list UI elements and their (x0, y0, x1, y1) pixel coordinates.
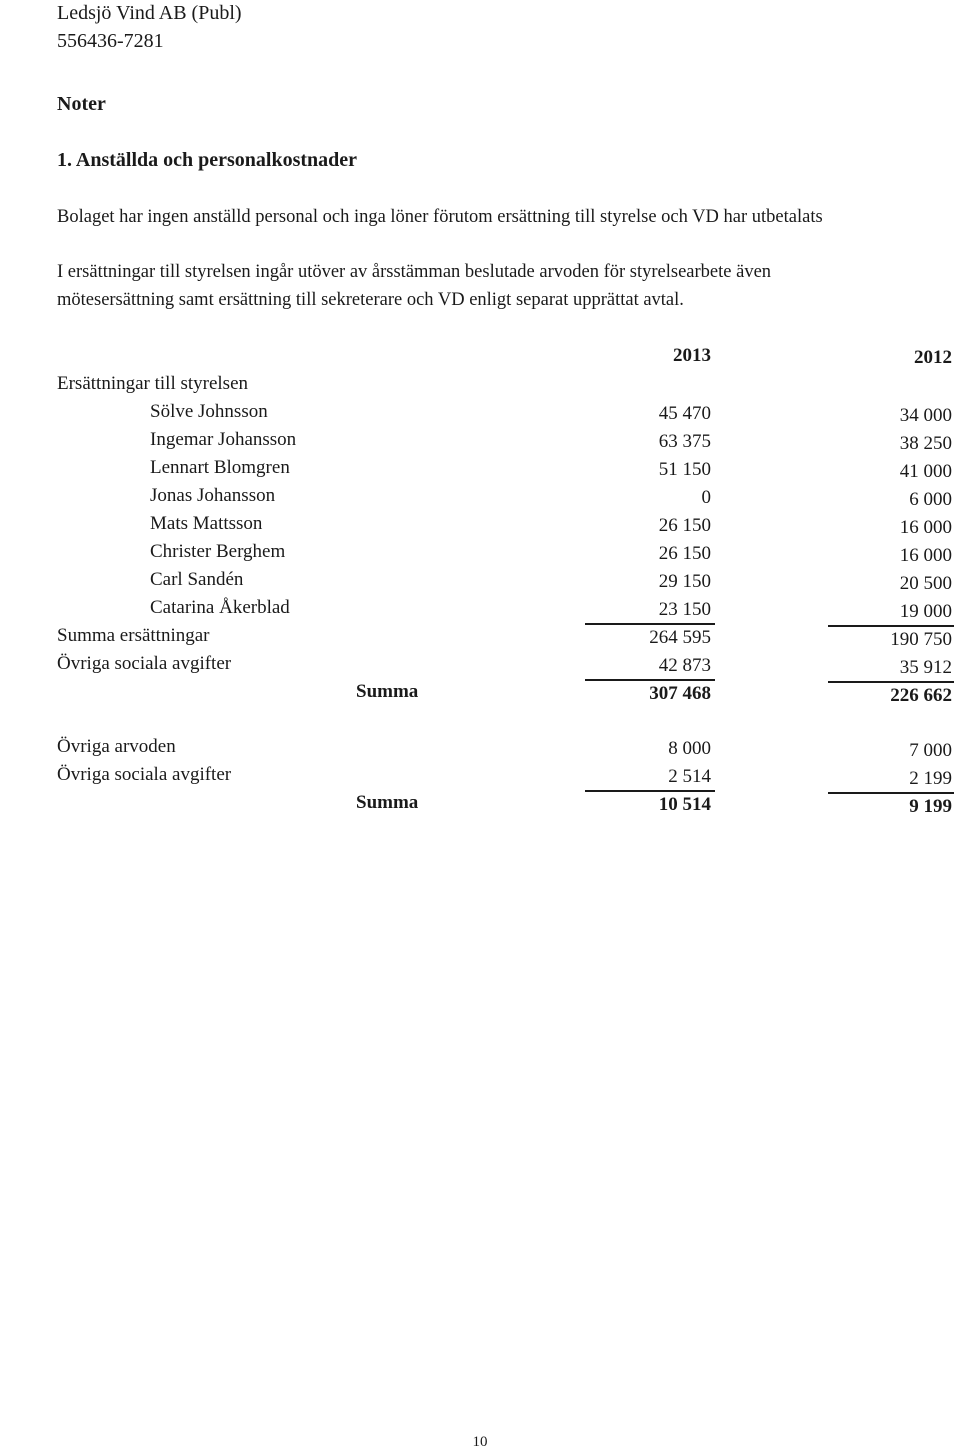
page-number: 10 (472, 1434, 488, 1450)
value-2012: 16 000 (899, 545, 952, 566)
total-rule-2012 (828, 792, 954, 794)
board-compensation-heading: Ersättningar till styrelsen (57, 373, 249, 394)
value-2013: 0 (701, 487, 711, 508)
total-2013: 307 468 (649, 683, 711, 704)
total-rule-2013 (585, 790, 715, 792)
social-fees-2013: 42 873 (658, 655, 711, 676)
member-name: Mats Mattsson (150, 513, 263, 534)
social-fees-label: Övriga sociala avgifter (57, 653, 232, 674)
total-rule-2013 (585, 679, 715, 681)
value-2013: 23 150 (658, 599, 711, 620)
total-2013: 10 514 (658, 794, 711, 815)
subtotal-rule-2013 (585, 623, 715, 625)
note-paragraph-2-line-2: mötesersättning samt ersättning till sekreterare och VD enligt separat upprättat avtal. (57, 290, 684, 310)
value-2013: 26 150 (658, 515, 711, 536)
social-fees-label: Övriga sociala avgifter (57, 764, 232, 785)
value-2012: 34 000 (899, 405, 952, 426)
value-2012: 41 000 (899, 461, 952, 482)
year-header-2013: 2013 (673, 345, 711, 366)
value-2012: 20 500 (899, 573, 952, 594)
value-2013: 45 470 (658, 403, 711, 424)
org-number: 556436-7281 (57, 30, 164, 52)
note-title: 1. Anställda och personalkostnader (57, 149, 358, 171)
company-name: Ledsjö Vind AB (Publ) (57, 2, 242, 24)
value-2013: 51 150 (658, 459, 711, 480)
total-label: Summa (356, 792, 419, 813)
member-name: Ingemar Johansson (150, 429, 297, 450)
member-name: Sölve Johnsson (150, 401, 268, 422)
value-2013: 26 150 (658, 543, 711, 564)
member-name: Jonas Johansson (150, 485, 276, 506)
sum-compensation-2012: 190 750 (890, 629, 952, 650)
total-2012: 226 662 (890, 685, 952, 706)
member-name: Lennart Blomgren (150, 457, 290, 478)
note-paragraph-2-line-1: I ersättningar till styrelsen ingår utöver av årsstämman beslutade arvoden för styrelsearbete även (57, 262, 772, 282)
subtotal-rule-2012 (828, 625, 954, 627)
year-header-2012: 2012 (914, 347, 952, 368)
social-fees-2012: 35 912 (899, 657, 952, 678)
value-2012: 16 000 (899, 517, 952, 538)
other-fees-2012: 7 000 (909, 740, 952, 761)
social-fees-2013: 2 514 (668, 766, 711, 787)
member-name: Catarina Åkerblad (150, 597, 290, 618)
sum-compensation-2013: 264 595 (649, 627, 711, 648)
member-name: Christer Berghem (150, 541, 286, 562)
value-2012: 38 250 (899, 433, 952, 454)
member-name: Carl Sandén (150, 569, 244, 590)
note-paragraph-1: Bolaget har ingen anställd personal och inga löner förutom ersättning till styrelse och VD har utbetalats (57, 207, 823, 227)
section-title: Noter (57, 93, 106, 115)
total-2012: 9 199 (909, 796, 952, 817)
sum-compensation-label: Summa ersättningar (57, 625, 210, 646)
total-rule-2012 (828, 681, 954, 683)
value-2012: 19 000 (899, 601, 952, 622)
social-fees-2012: 2 199 (909, 768, 952, 789)
value-2013: 29 150 (658, 571, 711, 592)
other-fees-2013: 8 000 (668, 738, 711, 759)
total-label: Summa (356, 681, 419, 702)
value-2013: 63 375 (658, 431, 711, 452)
other-fees-label: Övriga arvoden (57, 736, 176, 757)
value-2012: 6 000 (909, 489, 952, 510)
